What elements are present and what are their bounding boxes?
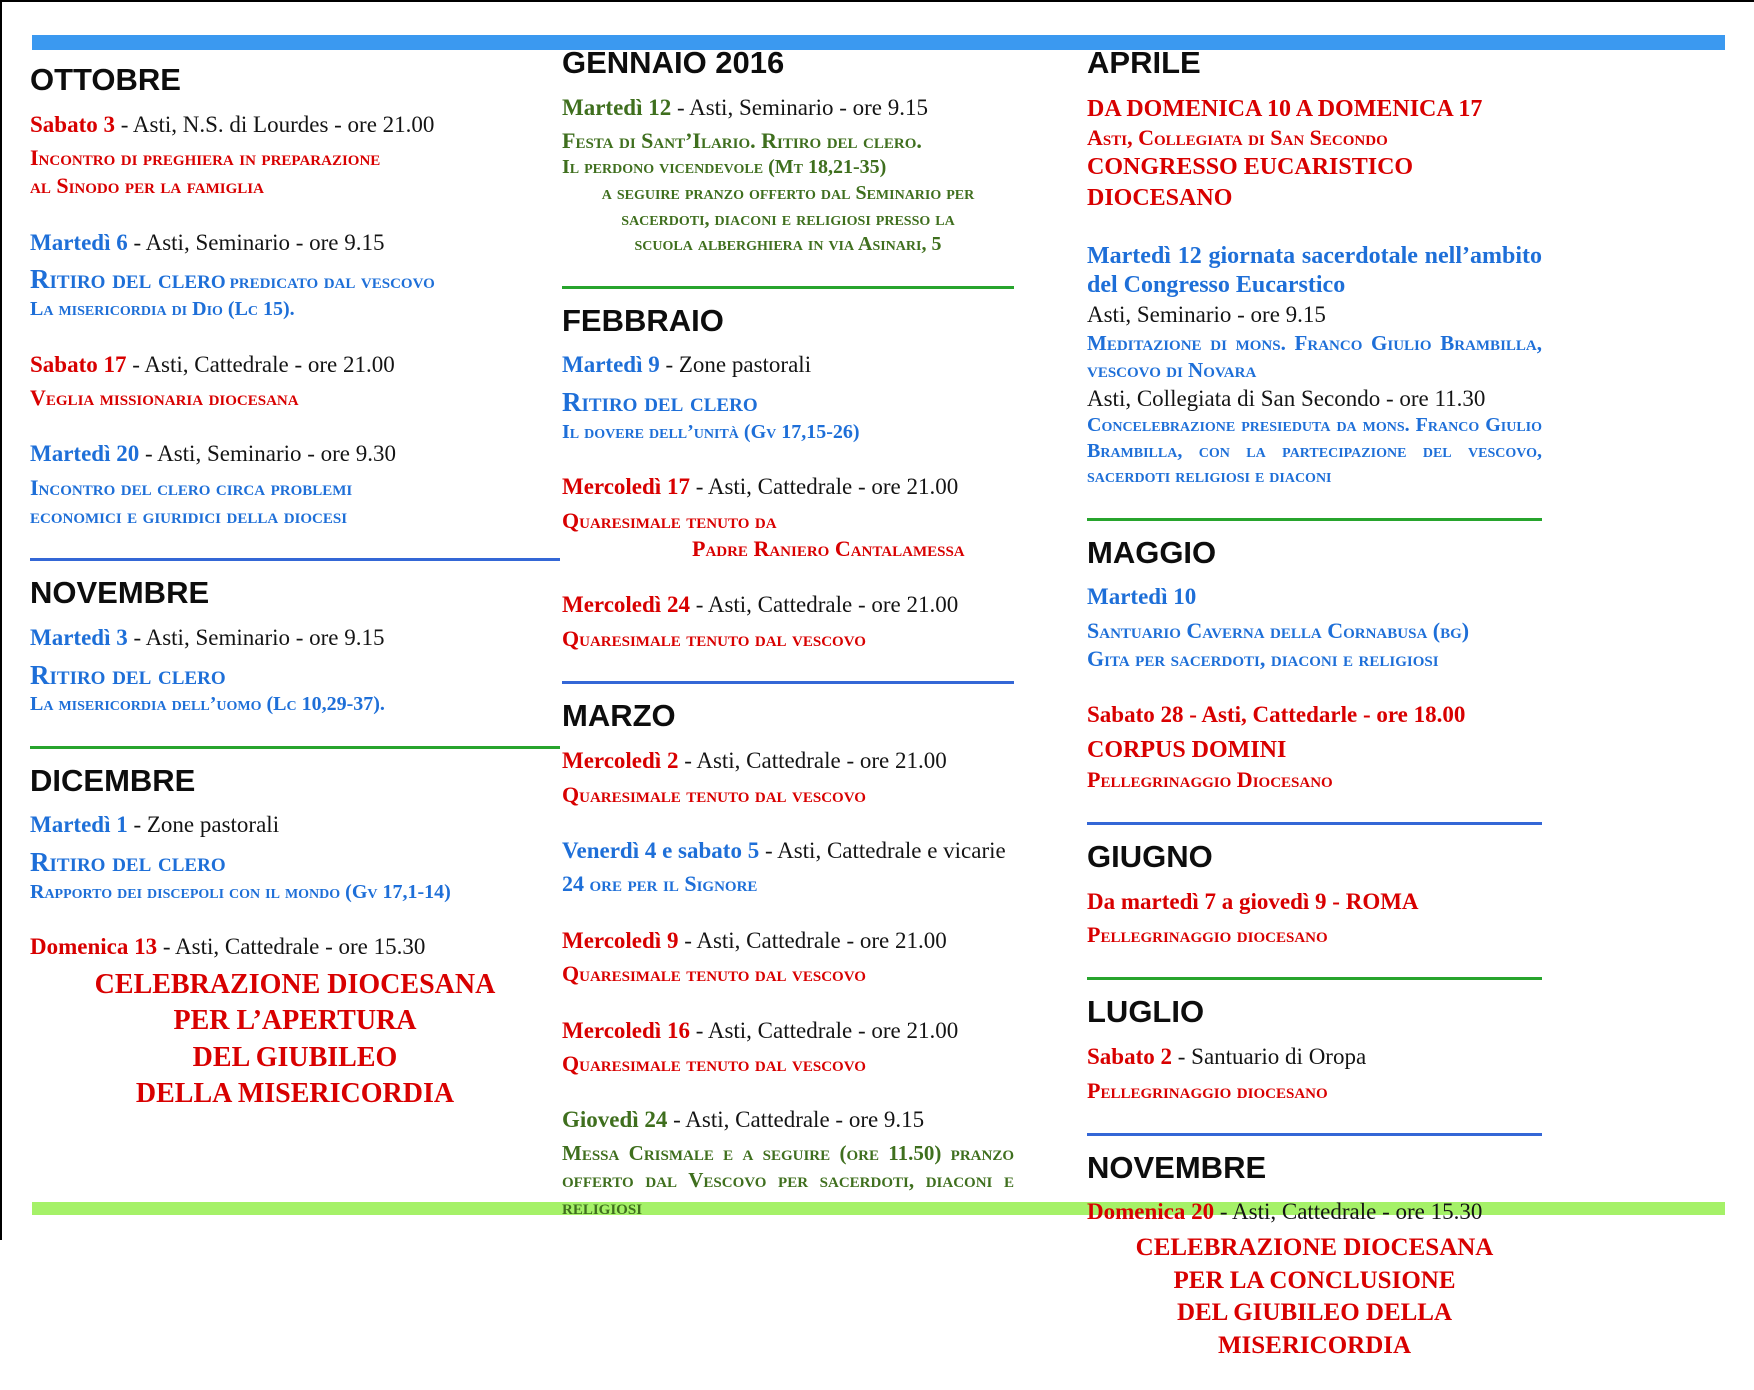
event-date: Martedì 6 <box>30 229 128 255</box>
event-desc-tail: predicato dal vescovo <box>229 268 435 294</box>
event-date-line <box>30 811 560 840</box>
event <box>30 111 560 201</box>
event-description-line: Santuario Caverna della Cornabusa (bg) <box>1087 618 1470 644</box>
event-description-line: a seguire pranzo offerto dal Seminario per <box>601 182 975 205</box>
event-description-line: Ritiro del clero <box>562 387 758 418</box>
event-description-line: PER LA CONCLUSIONE <box>1173 1266 1456 1294</box>
event-description-line: Quaresimale tenuto da <box>562 508 777 534</box>
event <box>562 473 1014 563</box>
event <box>562 927 1014 989</box>
event-date-line <box>562 747 1014 776</box>
event <box>1087 94 1542 214</box>
event-location-time: - Zone pastorali <box>133 812 280 838</box>
event-date: Domenica 13 <box>30 934 158 960</box>
event-date: Martedì 20 <box>30 441 140 467</box>
section-divider <box>30 746 560 749</box>
event-description-line: sacerdoti, diaconi e religiosi presso la <box>621 207 955 230</box>
event-description-line: Incontro del clero circa problemi <box>30 475 353 501</box>
event <box>30 351 560 413</box>
event <box>30 933 560 1112</box>
calendar-column-center <box>562 47 1014 1249</box>
event-location-time: - Asti, Cattedrale - ore 21.00 <box>684 747 947 773</box>
event-date: Venerdì 4 e sabato 5 <box>562 837 760 863</box>
event-description-line: Meditazione di mons. Franco Giulio Brambilla, vescovo di Novara <box>1087 330 1542 382</box>
event <box>1087 242 1542 490</box>
event-date: Sabato 2 <box>1087 1044 1172 1070</box>
event-date-line <box>1087 1043 1542 1072</box>
event-description-line: DEL GIUBILEO <box>192 1041 398 1073</box>
event-description-line: PER L’APERTURA <box>173 1005 417 1037</box>
month-title-gennaio: GENNAIO 2016 <box>562 45 785 80</box>
event-description-line: Asti, Seminario - ore 9.15 <box>1087 302 1326 328</box>
event-date-line <box>562 351 1014 380</box>
event-date-line <box>30 440 560 469</box>
event-date-line <box>562 94 1014 123</box>
event-description-line: La misericordia di Dio (Lc 15). <box>30 297 295 320</box>
event-location-time: - Asti, Cattedrale - ore 21.00 <box>695 1017 959 1043</box>
event <box>30 440 560 530</box>
event <box>1087 1198 1542 1362</box>
month-title-novembre-2016: NOVEMBRE <box>1087 1149 1267 1185</box>
event-location-time: - Asti, Seminario - ore 9.15 <box>133 625 385 651</box>
event-date: Giovedì 24 <box>562 1107 668 1133</box>
event-description-line: DEL GIUBILEO DELLA MISERICORDIA <box>1176 1299 1453 1359</box>
event-description-line: Quaresimale tenuto dal vescovo <box>562 961 866 987</box>
event-date-line <box>30 624 560 653</box>
event-date-line <box>562 473 1014 502</box>
event-description-line: Veglia missionaria diocesana <box>30 385 299 411</box>
event-date: Sabato 17 <box>30 351 127 377</box>
event-description-line: Quaresimale tenuto dal vescovo <box>562 1051 866 1077</box>
event-description-line: DA DOMENICA 10 A DOMENICA 17 <box>1087 95 1483 122</box>
event-description-line: Concelebrazione presieduta da mons. Franco Giulio Brambilla, con la partecipazione del vescovo, sacerdoti religiosi e diaconi <box>1087 414 1542 488</box>
event-description-line: CELEBRAZIONE DIOCESANA <box>1135 1234 1494 1262</box>
event-date-line <box>30 351 560 380</box>
event-date-line <box>1087 583 1542 612</box>
section-divider <box>562 286 1014 289</box>
event-description-line: Quaresimale tenuto dal vescovo <box>562 626 866 652</box>
event-description-line: scuola alberghiera in via Asinari, 5 <box>634 233 942 256</box>
event <box>562 1106 1014 1220</box>
event-description-line: Incontro di preghiera in preparazione <box>30 145 381 171</box>
event-description-line: Padre Raniero Cantalamessa <box>692 536 965 562</box>
event-date-line <box>562 1106 1014 1135</box>
event-location-time: - Santuario di Oropa <box>1177 1044 1367 1070</box>
calendar-column-right <box>1087 47 1542 1390</box>
event-location-time: - Asti, Cattedrale - ore 15.30 <box>1219 1199 1483 1225</box>
event-description-line: economici e giuridici della diocesi <box>30 503 348 529</box>
event-date-line <box>30 111 560 140</box>
event-date-line <box>562 927 1014 956</box>
event-description-line: Pellegrinaggio diocesano <box>1087 1077 1328 1103</box>
month-title-maggio: MAGGIO <box>1087 534 1217 570</box>
event-description-line: CONGRESSO EUCARISTICO DIOCESANO <box>1087 154 1414 212</box>
event-desc-emphasis: Ritiro del clero <box>30 264 226 295</box>
event-date: Mercoledì 24 <box>562 592 690 618</box>
event-date: Mercoledì 16 <box>562 1017 690 1043</box>
event-location-time: - Asti, Seminario - ore 9.30 <box>144 441 397 467</box>
section-divider <box>30 558 560 561</box>
event-location-time: - Asti, Seminario - ore 9.15 <box>676 94 929 120</box>
event-description-line: Asti, Collegiata di San Secondo - ore 11.30 <box>1087 385 1486 411</box>
event-location-time: - Asti, N.S. di Lourdes - ore 21.00 <box>120 111 435 137</box>
event-description-line <box>30 262 560 297</box>
event-date-line <box>1087 888 1542 917</box>
event-description-line: Ritiro del clero <box>30 659 226 690</box>
event <box>1087 583 1542 673</box>
event-location-time: - Asti, Cattedrale - ore 21.00 <box>695 474 959 500</box>
event-description-line: Rapporto dei discepoli con il mondo (Gv 17,1-14) <box>30 880 451 903</box>
month-title-marzo: MARZO <box>562 698 676 734</box>
section-divider <box>1087 977 1542 980</box>
month-title-luglio: LUGLIO <box>1087 994 1205 1030</box>
month-title-febbraio: FEBBRAIO <box>562 302 724 338</box>
event <box>562 591 1014 653</box>
event-date-line <box>30 933 560 962</box>
event <box>30 229 560 323</box>
event-location-time: - Asti, Cattedrale e vicarie <box>764 837 1006 863</box>
event-description-line: DELLA MISERICORDIA <box>135 1078 455 1110</box>
event <box>562 747 1014 809</box>
section-divider <box>1087 518 1542 521</box>
event-date-line <box>1087 701 1542 730</box>
event-description-line: Gita per sacerdoti, diaconi e religiosi <box>1087 646 1439 672</box>
event-location-time: - Zone pastorali <box>665 352 812 378</box>
event-description-line: CELEBRAZIONE DIOCESANA <box>94 969 496 1001</box>
event-date-line <box>1087 1198 1542 1227</box>
event-location-time: - Asti, Seminario - ore 9.15 <box>133 229 385 255</box>
month-title-ottobre: OTTOBRE <box>30 62 181 97</box>
section-divider <box>1087 822 1542 825</box>
event-description-line: La misericordia dell’uomo (Lc 10,29-37). <box>30 693 385 716</box>
event-date: Sabato 28 - Asti, Cattedarle - ore 18.00 <box>1087 702 1466 728</box>
event-location-time: - Asti, Cattedrale - ore 21.00 <box>132 351 395 377</box>
event-description-line: 24 ore per il Signore <box>562 871 758 897</box>
event-date-line <box>30 229 560 258</box>
event <box>30 624 560 718</box>
event-location-time: - Asti, Cattedrale - ore 21.00 <box>695 592 959 618</box>
event-description-line: Il dovere dell’unità (Gv 17,15-26) <box>562 420 860 443</box>
event-description-line: Asti, Collegiata di San Secondo <box>1087 125 1388 151</box>
month-title-novembre: NOVEMBRE <box>30 575 210 611</box>
month-title-dicembre: DICEMBRE <box>30 762 196 798</box>
event-date: Mercoledì 9 <box>562 927 679 953</box>
event-date: Martedì 10 <box>1087 584 1197 610</box>
event-description-line: Pellegrinaggio Diocesano <box>1087 766 1333 792</box>
event <box>562 351 1014 445</box>
section-divider <box>1087 1133 1542 1136</box>
event-description-line: Messa Crismale e a seguire (ore 11.50) pranzo offerto dal Vescovo per sacerdoti, diaconi e religiosi <box>562 1141 1014 1219</box>
event <box>562 837 1014 899</box>
event-date-line <box>562 591 1014 620</box>
event-date: Martedì 9 <box>562 352 660 378</box>
event-description-line: Pellegrinaggio diocesano <box>1087 922 1328 948</box>
calendar-column-left <box>30 64 560 1141</box>
event-description-line: al Sinodo per la famiglia <box>30 173 264 199</box>
event <box>30 811 560 905</box>
event-description-line: Il perdono vicendevole (Mt 18,21-35) <box>562 156 887 179</box>
event <box>1087 701 1542 794</box>
month-title-aprile: APRILE <box>1087 45 1201 80</box>
month-title-giugno: GIUGNO <box>1087 839 1213 875</box>
event-description-line: Quaresimale tenuto dal vescovo <box>562 781 866 807</box>
section-divider <box>562 681 1014 684</box>
event <box>562 1017 1014 1079</box>
event-description-line: CORPUS DOMINI <box>1087 737 1287 764</box>
event-date: Martedì 3 <box>30 625 128 651</box>
event-date: Mercoledì 2 <box>562 747 679 773</box>
event-date: Da martedì 7 a giovedì 9 - ROMA <box>1087 888 1419 914</box>
event-location-time: - Asti, Cattedrale - ore 21.00 <box>684 927 947 953</box>
event <box>562 94 1014 258</box>
event-date: Sabato 3 <box>30 111 115 137</box>
event-date-line <box>562 1017 1014 1046</box>
event-date-line <box>562 837 1014 866</box>
event-location-time: - Asti, Cattedrale - ore 9.15 <box>673 1107 925 1133</box>
event-description-line: Ritiro del clero <box>30 847 226 878</box>
event-date: Mercoledì 17 <box>562 474 690 500</box>
event-description-line: Festa di Sant’Ilario. Ritiro del clero. <box>562 128 922 154</box>
event <box>1087 888 1542 950</box>
event <box>1087 1043 1542 1105</box>
event-location-time: - Asti, Cattedrale - ore 15.30 <box>162 934 426 960</box>
event-date: Martedì 1 <box>30 812 128 838</box>
event-date: Domenica 20 <box>1087 1199 1215 1225</box>
event-date: Martedì 12 <box>562 94 672 120</box>
event-description-line: Martedì 12 giornata sacerdotale nell’ambito del Congresso Eucarstico <box>1087 242 1542 299</box>
